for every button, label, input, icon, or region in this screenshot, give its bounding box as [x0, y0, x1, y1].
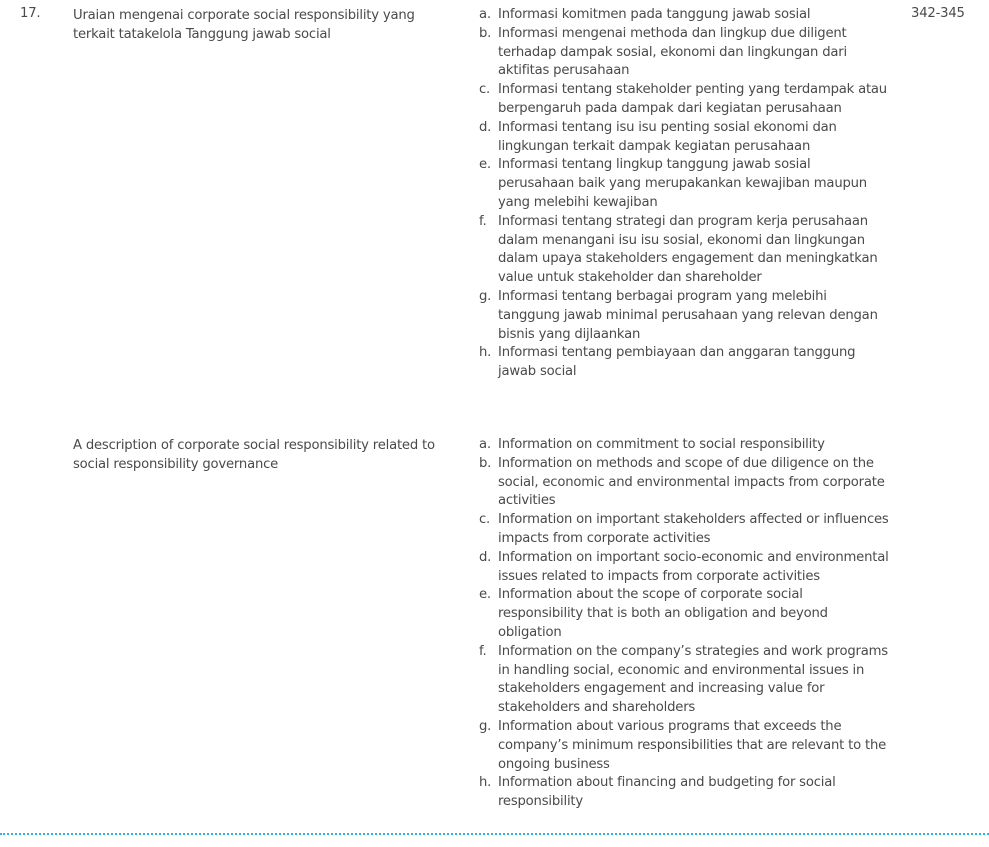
- list-item: [479, 213, 889, 288]
- item-text: Information about financing and budgeting for social responsibility: [498, 775, 836, 810]
- items-indonesian: [479, 6, 889, 382]
- item-letter: f.: [479, 643, 487, 659]
- item-letter: e.: [479, 157, 491, 173]
- item-text: Information on methods and scope of due diligence on the social, economic and environmental impacts from corporate activities: [498, 455, 885, 509]
- item-letter: h.: [479, 775, 492, 791]
- item-text: Informasi tentang strategi dan program kerja perusahaan dalam menangani isu isu sosial, ekonomi dan lingkungan dalam upaya stakeholders engagement dan meningkatkan value untuk stakeholder dan shareholder: [498, 213, 878, 286]
- list-item: [479, 511, 889, 549]
- item-letter: e.: [479, 587, 491, 603]
- item-letter: a.: [479, 7, 491, 22]
- list-item: [479, 549, 889, 587]
- list-item: [479, 586, 889, 642]
- item-text: Informasi mengenai methoda dan lingkup due diligent terhadap dampak sosial, ekonomi dan lingkungan dari aktifitas perusahaan: [498, 25, 847, 79]
- list-item: [479, 436, 889, 455]
- row-number: 17.: [20, 6, 41, 21]
- item-letter: c.: [479, 512, 491, 528]
- item-letter: a.: [479, 437, 491, 452]
- description-indonesian: Uraian mengenai corporate social responsibility yang terkait tatakelola Tanggung jawab social: [73, 8, 415, 42]
- item-letter: f.: [479, 213, 487, 229]
- item-text: Information about the scope of corporate social responsibility that is both an obligation and beyond obligation: [498, 587, 828, 640]
- list-item: [479, 25, 889, 81]
- item-letter: d.: [479, 549, 492, 565]
- item-text: Informasi tentang pembiayaan dan anggaran tanggung jawab social: [498, 345, 856, 380]
- page-reference: 342-345: [911, 6, 965, 21]
- item-text: Informasi tentang stakeholder penting yang terdampak atau berpengaruh pada dampak dari kegiatan perusahaan: [498, 82, 887, 116]
- item-text: Information on important socio-economic and environmental issues related to impacts from corporate activities: [498, 549, 889, 584]
- items-english: [479, 436, 889, 812]
- item-letter: b.: [479, 455, 492, 471]
- list-item: [479, 455, 889, 511]
- item-letter: b.: [479, 25, 492, 41]
- list-item: [479, 119, 889, 157]
- item-letter: g.: [479, 288, 492, 304]
- item-text: Information about various programs that exceeds the company’s minimum responsibilities that are relevant to the ongoing business: [498, 718, 887, 772]
- item-text: Information on commitment to social responsibility: [498, 437, 825, 452]
- list-item: [479, 156, 889, 212]
- list-item: [479, 288, 889, 344]
- item-letter: g.: [479, 718, 492, 734]
- item-letter: d.: [479, 119, 492, 135]
- item-letter: h.: [479, 345, 492, 361]
- item-text: Informasi tentang isu isu penting sosial ekonomi dan lingkungan terkait dampak kegiatan perusahaan: [498, 119, 837, 154]
- item-text: Informasi komitmen pada tanggung jawab sosial: [498, 7, 811, 22]
- list-item: [479, 718, 889, 774]
- list-item: [479, 774, 889, 812]
- item-text: Informasi tentang lingkup tanggung jawab sosial perusahaan baik yang merupakankan kewajiban maupun yang melebihi kewajiban: [498, 157, 867, 210]
- item-text: Information on important stakeholders affected or influences impacts from corporate activities: [498, 512, 889, 546]
- list-item: [479, 344, 889, 382]
- item-text: Information on the company’s strategies and work programs in handling social, economic and environmental issues in stakeholders engagement and increasing value for stakeholders and shareholders: [498, 643, 888, 716]
- list-item: [479, 81, 889, 119]
- item-text: Informasi tentang berbagai program yang melebihi tanggung jawab minimal perusahaan yang relevan dengan bisnis yang dijlaankan: [498, 288, 878, 342]
- item-letter: c.: [479, 82, 491, 98]
- list-item: [479, 6, 889, 25]
- list-item: [479, 643, 889, 718]
- dotted-divider: [0, 833, 989, 835]
- description-english: A description of corporate social responsibility related to social responsibility governance: [73, 438, 435, 472]
